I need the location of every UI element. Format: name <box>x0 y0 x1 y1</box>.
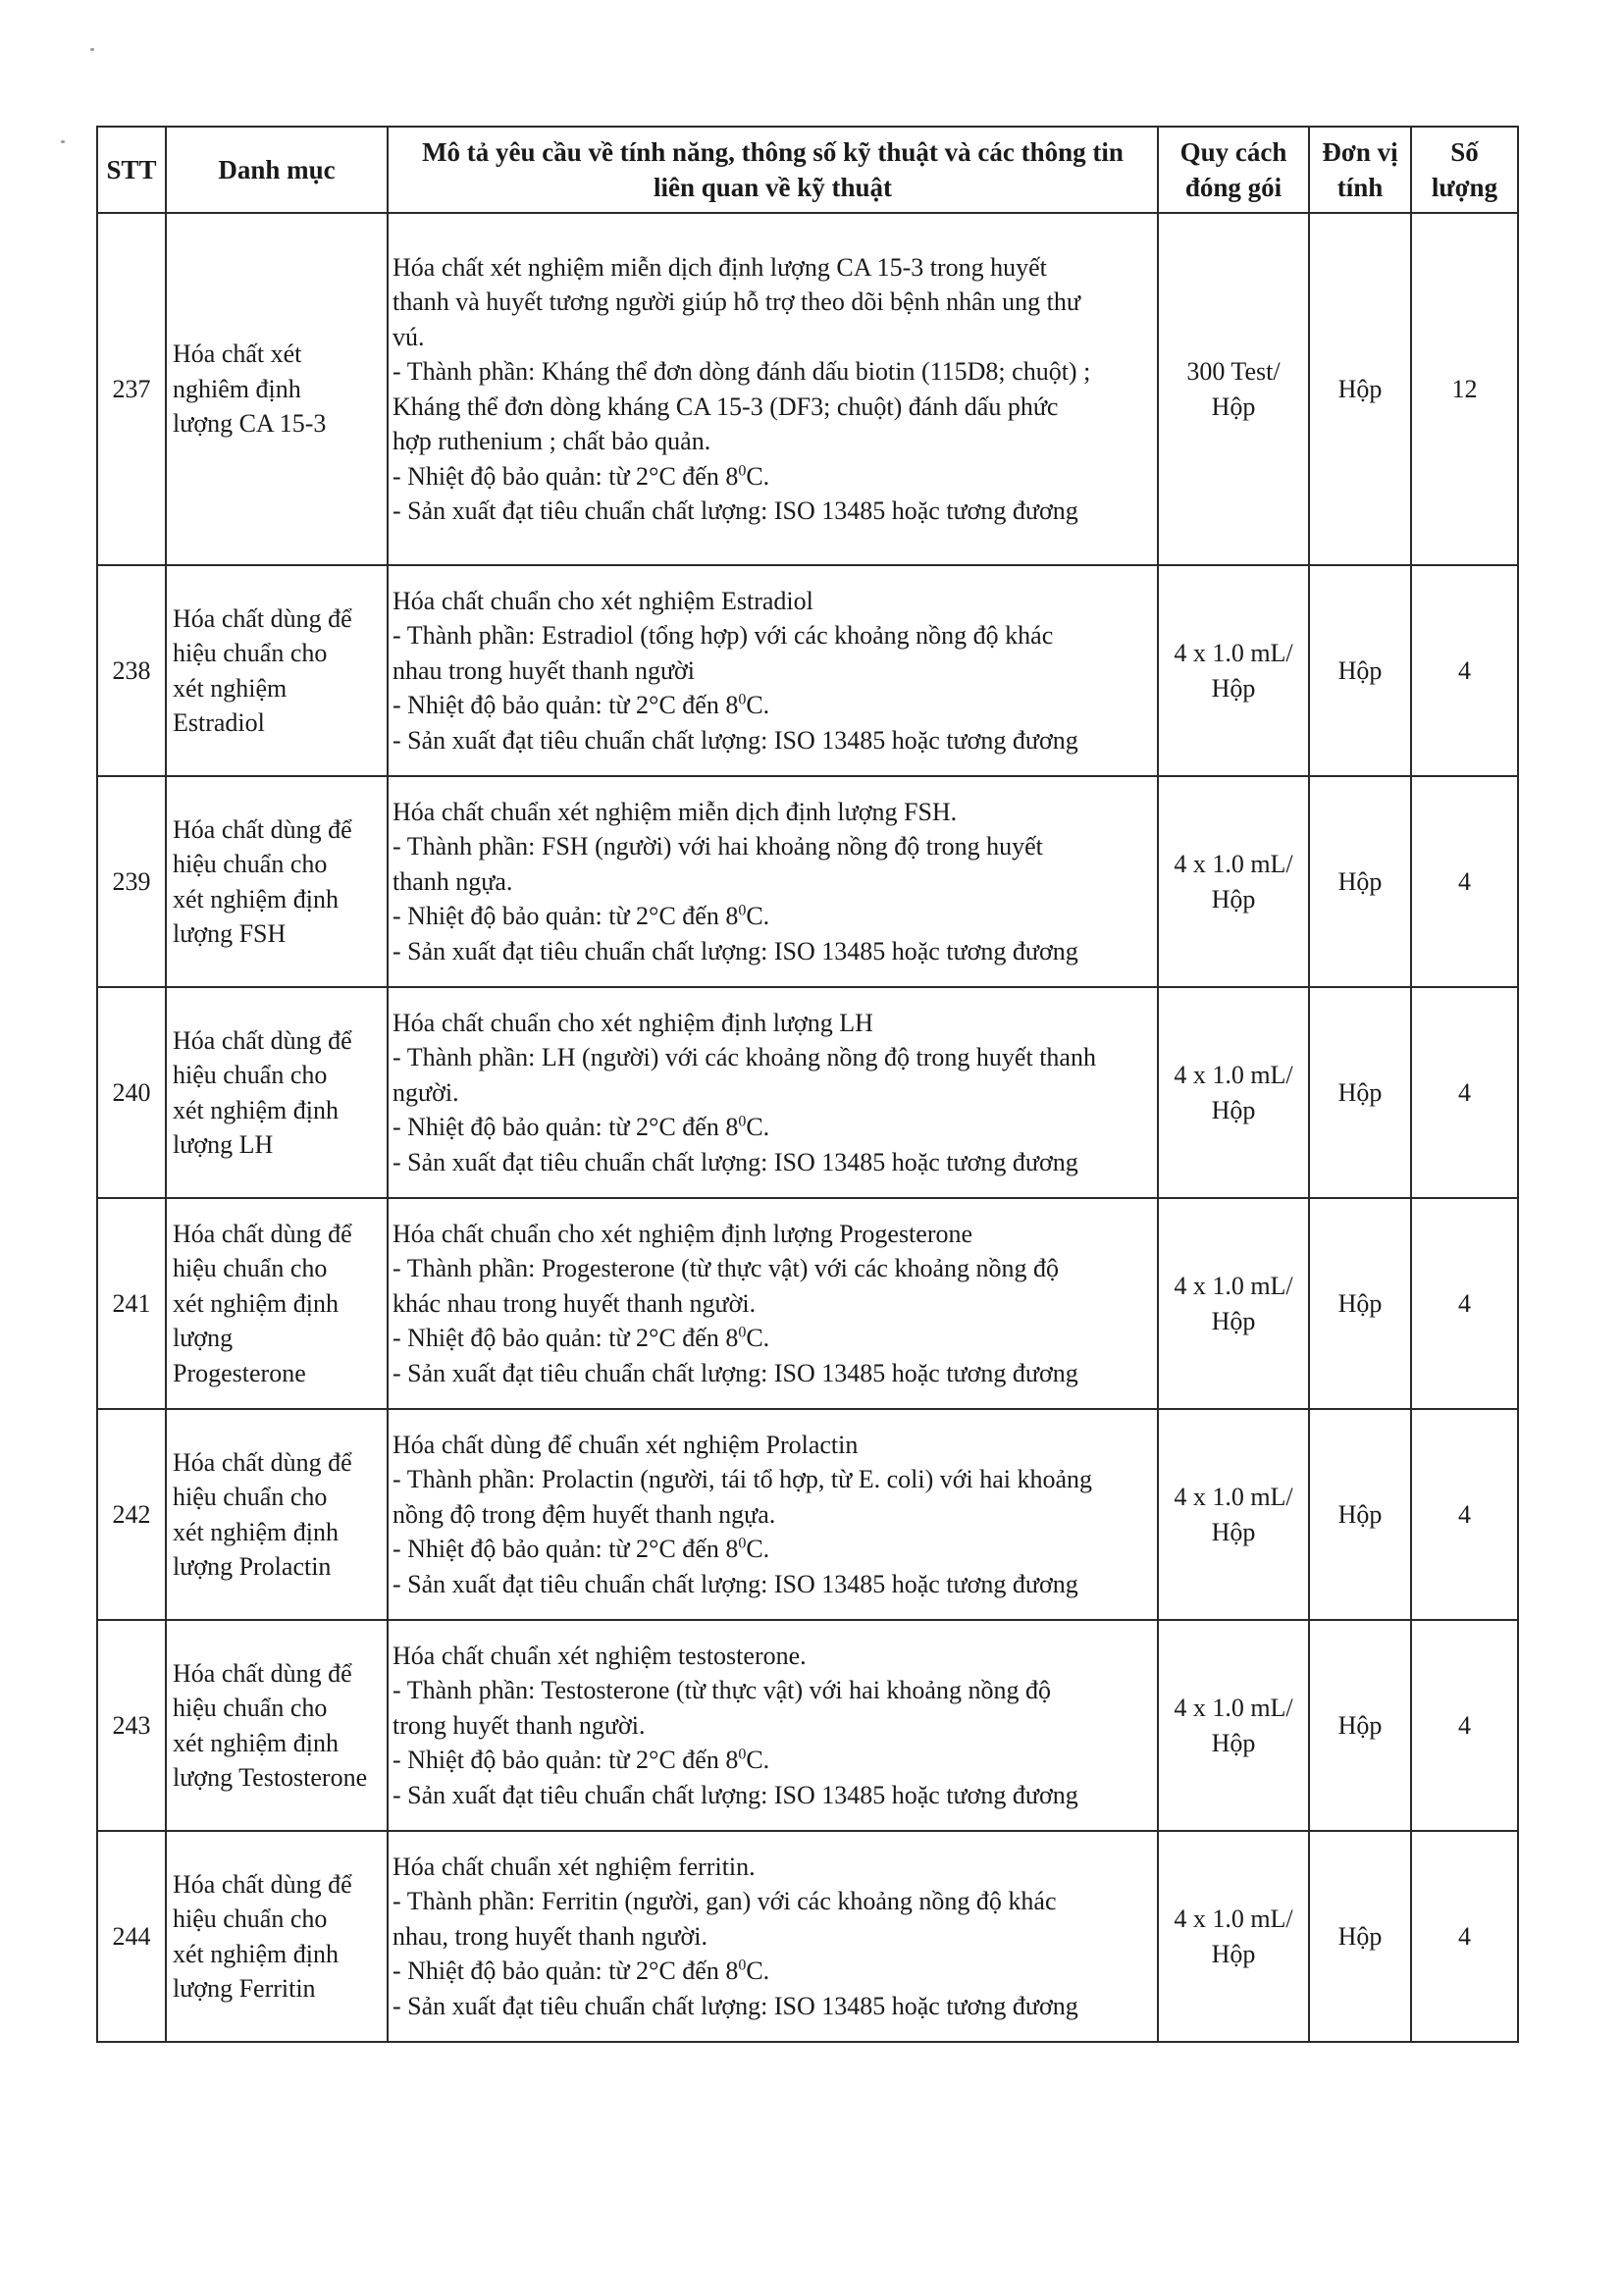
scan-mark <box>90 48 94 51</box>
text-line: Hóa chất dùng để <box>173 603 352 633</box>
unit-suffix: C. <box>746 902 770 931</box>
unit: Hộp <box>1309 1409 1411 1620</box>
text-line: hiệu chuẩn cho <box>173 639 328 667</box>
text-line: vú. <box>393 322 425 351</box>
scan-mark <box>61 140 65 143</box>
text-line: hiệu chuẩn cho <box>173 1483 328 1511</box>
text-line: xét nghiệm định <box>173 1095 339 1124</box>
text-line: - Thành phần: LH (người) với các khoảng nồng độ trong huyết thanh <box>393 1043 1096 1072</box>
row-number: 244 <box>97 1831 166 2042</box>
item-description <box>388 987 1158 1198</box>
text-line: thanh và huyết tương người giúp hỗ trợ theo dõi bệnh nhân ung thư <box>393 287 1080 316</box>
text-line: nghiêm định <box>173 374 301 403</box>
quantity: 4 <box>1411 776 1518 987</box>
text-line: Hóa chất chuẩn cho xét nghiệm định lượng Progesterone <box>393 1219 973 1248</box>
text-line: xét nghiệm <box>173 673 288 703</box>
item-category <box>166 213 388 565</box>
text-line: lượng Testosterone <box>173 1763 368 1792</box>
item-category <box>166 1409 388 1620</box>
packaging <box>1158 565 1309 776</box>
table-row <box>97 1409 1518 1620</box>
text-line: Hóa chất chuẩn cho xét nghiệm định lượng LH <box>393 1008 873 1037</box>
text-line: - Thành phần: Testosterone (từ thực vật) với hai khoảng nồng độ <box>393 1676 1051 1705</box>
text-line: - Thành phần: Ferritin (người, gan) với các khoảng nồng độ khác <box>393 1887 1057 1916</box>
superscript: 0 <box>738 461 747 479</box>
text-line: lượng Prolactin <box>173 1552 332 1581</box>
text-line: - Thành phần: FSH (người) với hai khoảng nồng độ trong huyết <box>393 832 1043 861</box>
text-line: hiệu chuẩn cho <box>173 1061 328 1089</box>
text-line: - Sản xuất đạt tiêu chuẩn chất lượng: ISO 13485 hoặc tương đương <box>393 1358 1078 1387</box>
text-line: lượng FSH <box>173 919 287 948</box>
text-line: Hóa chất dùng để <box>173 1658 352 1688</box>
header-stt: STT <box>97 127 166 213</box>
unit: Hộp <box>1309 565 1411 776</box>
text-line: hợp ruthenium ; chất bảo quản. <box>393 427 711 455</box>
header-description: Mô tả yêu cầu về tính năng, thông số kỹ thuật và các thông tin liên quan về kỹ thuật <box>388 127 1158 213</box>
text-line: lượng CA 15-3 <box>173 409 327 439</box>
row-number: 243 <box>97 1620 166 1831</box>
packaging <box>1158 1831 1309 2042</box>
quantity: 4 <box>1411 1198 1518 1409</box>
text-line: lượng <box>173 1324 234 1353</box>
item-category <box>166 565 388 776</box>
text-line: Hóa chất dùng để <box>173 1219 352 1248</box>
text-line: xét nghiệm định <box>173 884 339 913</box>
superscript: 0 <box>738 1113 747 1130</box>
quantity: 4 <box>1411 565 1518 776</box>
unit-suffix: C. <box>746 1535 770 1564</box>
unit-suffix: C. <box>746 461 770 491</box>
text-line: Hóa chất xét <box>173 339 302 369</box>
text-line: - Nhiệt độ bảo quản: từ 2°C đến $8^0C$. <box>393 902 770 931</box>
text-line: - Sản xuất đạt tiêu chuẩn chất lượng: ISO 13485 hoặc tương đương <box>393 1991 1078 2020</box>
text-line: Hóa chất dùng để <box>173 1869 352 1899</box>
unit: Hộp <box>1309 987 1411 1198</box>
text-line: Hóa chất xét nghiệm miễn dịch định lượng CA 15-3 trong huyết <box>393 252 1047 282</box>
header-packaging: Quy cách đóng gói <box>1158 127 1309 213</box>
text-line: - Sản xuất đạt tiêu chuẩn chất lượng: ISO 13485 hoặc tương đương <box>393 1569 1078 1598</box>
quantity: 4 <box>1411 1409 1518 1620</box>
specification-table <box>96 126 1519 2043</box>
text-line: Hộp <box>1211 1517 1256 1546</box>
text-line: 4 x 1.0 mL/ <box>1174 639 1293 667</box>
text-line: 4 x 1.0 mL/ <box>1174 1061 1293 1089</box>
text-line: Hóa chất chuẩn cho xét nghiệm Estradiol <box>393 586 813 615</box>
unit: Hộp <box>1309 1198 1411 1409</box>
text-line: xét nghiệm định <box>173 1288 339 1318</box>
text-line: lượng Ferritin <box>173 1974 316 2003</box>
item-category <box>166 1620 388 1831</box>
text-line: - Nhiệt độ bảo quản: từ 2°C đến $8^0C$. <box>393 1957 770 1986</box>
text-line: Hóa chất chuẩn xét nghiệm miễn dịch định lượng FSH. <box>393 797 958 826</box>
text-line: 4 x 1.0 mL/ <box>1174 1272 1293 1300</box>
text-line: Hóa chất chuẩn xét nghiệm testosterone. <box>393 1641 807 1670</box>
text-line: khác nhau trong huyết thanh người. <box>393 1288 757 1318</box>
unit: Hộp <box>1309 1620 1411 1831</box>
text-line: Hộp <box>1211 884 1256 913</box>
table-row <box>97 987 1518 1198</box>
text-line: - Sản xuất đạt tiêu chuẩn chất lượng: ISO 13485 hoặc tương đương <box>393 1780 1078 1809</box>
superscript: 0 <box>738 1324 747 1341</box>
unit: Hộp <box>1309 776 1411 987</box>
text-line: - Sản xuất đạt tiêu chuẩn chất lượng: ISO 13485 hoặc tương đương <box>393 725 1078 755</box>
table-row <box>97 213 1518 565</box>
packaging <box>1158 1409 1309 1620</box>
text-line: 4 x 1.0 mL/ <box>1174 1905 1293 1933</box>
row-number: 237 <box>97 213 166 565</box>
text-line: người. <box>393 1077 459 1107</box>
text-line: Hóa chất dùng để <box>173 814 352 844</box>
text-line: Hóa chất dùng để <box>173 1447 352 1477</box>
text-line: hiệu chuẩn cho <box>173 1694 328 1722</box>
text-line: Hộp <box>1211 1095 1256 1124</box>
superscript: 0 <box>738 902 747 919</box>
unit: Hộp <box>1309 1831 1411 2042</box>
text-line: - Nhiệt độ bảo quản: từ 2°C đến $8^0C$. <box>393 691 770 720</box>
text-line: hiệu chuẩn cho <box>173 1254 328 1283</box>
text-line: Hộp <box>1211 673 1256 703</box>
text-line: Hộp <box>1211 1306 1256 1335</box>
item-category <box>166 1198 388 1409</box>
table-body <box>97 213 1518 2042</box>
row-number: 240 <box>97 987 166 1198</box>
quantity: 12 <box>1411 213 1518 565</box>
text-line: Hóa chất dùng để <box>173 1025 352 1055</box>
item-description <box>388 776 1158 987</box>
text-line: xét nghiệm định <box>173 1728 339 1757</box>
superscript: 0 <box>738 1746 747 1763</box>
text-line: Kháng thể đơn dòng kháng CA 15-3 (DF3; chuột) đánh dấu phức <box>393 391 1059 421</box>
text-line: - Nhiệt độ bảo quản: từ 2°C đến $8^0C$. <box>393 1113 770 1142</box>
text-line: Hộp <box>1211 1728 1256 1757</box>
text-line: nồng độ trong đệm huyết thanh ngựa. <box>393 1499 776 1529</box>
text-line: 4 x 1.0 mL/ <box>1174 1483 1293 1511</box>
text-line: nhau, trong huyết thanh người. <box>393 1921 708 1951</box>
unit-suffix: C. <box>746 1113 770 1142</box>
unit: Hộp <box>1309 213 1411 565</box>
text-line: - Nhiệt độ bảo quản: từ 2°C đến $8^0C$. <box>393 1746 770 1775</box>
text-line: - Sản xuất đạt tiêu chuẩn chất lượng: ISO 13485 hoặc tương đương <box>393 1147 1078 1176</box>
table-row <box>97 1831 1518 2042</box>
text-line: xét nghiệm định <box>173 1517 339 1546</box>
item-description <box>388 1831 1158 2042</box>
text-line: 300 Test/ <box>1186 357 1281 386</box>
text-line: - Nhiệt độ bảo quản: từ 2°C đến $8^0C$. <box>393 461 770 491</box>
header-unit: Đơn vị tính <box>1309 127 1411 213</box>
item-category <box>166 1831 388 2042</box>
item-description <box>388 213 1158 565</box>
table-row <box>97 1198 1518 1409</box>
text-line: 4 x 1.0 mL/ <box>1174 1694 1293 1722</box>
text-line: - Sản xuất đạt tiêu chuẩn chất lượng: ISO 13485 hoặc tương đương <box>393 496 1078 525</box>
packaging <box>1158 987 1309 1198</box>
packaging <box>1158 776 1309 987</box>
unit-suffix: C. <box>746 1746 770 1775</box>
item-category <box>166 776 388 987</box>
table-row <box>97 1620 1518 1831</box>
superscript: 0 <box>738 1957 747 1974</box>
text-line: - Thành phần: Prolactin (người, tái tổ hợp, từ E. coli) với hai khoảng <box>393 1465 1093 1494</box>
text-line: thanh ngựa. <box>393 866 513 896</box>
text-line: hiệu chuẩn cho <box>173 850 328 878</box>
packaging <box>1158 213 1309 565</box>
text-line: Hộp <box>1211 391 1256 421</box>
text-line: Hóa chất dùng để chuẩn xét nghiệm Prolactin <box>393 1430 859 1459</box>
text-line: - Nhiệt độ bảo quản: từ 2°C đến $8^0C$. <box>393 1535 770 1564</box>
row-number: 242 <box>97 1409 166 1620</box>
item-description <box>388 1620 1158 1831</box>
superscript: 0 <box>738 691 747 708</box>
item-description <box>388 1198 1158 1409</box>
unit-suffix: C. <box>746 1324 770 1353</box>
row-number: 241 <box>97 1198 166 1409</box>
text-line: Hóa chất chuẩn xét nghiệm ferritin. <box>393 1852 756 1881</box>
text-line: - Nhiệt độ bảo quản: từ 2°C đến $8^0C$. <box>393 1324 770 1353</box>
header-category: Danh mục <box>166 127 388 213</box>
text-line: hiệu chuẩn cho <box>173 1905 328 1933</box>
text-line: Estradiol <box>173 708 265 737</box>
table-row <box>97 565 1518 776</box>
table-header-row <box>97 127 1518 213</box>
text-line: xét nghiệm định <box>173 1939 339 1968</box>
header-quantity: Số lượng <box>1411 127 1518 213</box>
text-line: - Sản xuất đạt tiêu chuẩn chất lượng: ISO 13485 hoặc tương đương <box>393 936 1078 965</box>
item-category <box>166 987 388 1198</box>
row-number: 238 <box>97 565 166 776</box>
text-line: nhau trong huyết thanh người <box>393 655 696 685</box>
text-line: trong huyết thanh người. <box>393 1710 646 1740</box>
text-line: - Thành phần: Kháng thể đơn dòng đánh dấu biotin (115D8; chuột) ; <box>393 357 1091 386</box>
row-number: 239 <box>97 776 166 987</box>
item-description <box>388 1409 1158 1620</box>
text-line: - Thành phần: Estradiol (tổng hợp) với các khoảng nồng độ khác <box>393 621 1054 651</box>
packaging <box>1158 1198 1309 1409</box>
table-row <box>97 776 1518 987</box>
text-line: Hộp <box>1211 1939 1256 1968</box>
text-line: lượng LH <box>173 1130 274 1159</box>
superscript: 0 <box>738 1535 747 1552</box>
unit-suffix: C. <box>746 691 770 720</box>
text-line: - Thành phần: Progesterone (từ thực vật) với các khoảng nồng độ <box>393 1254 1059 1283</box>
packaging <box>1158 1620 1309 1831</box>
item-description <box>388 565 1158 776</box>
text-line: Progesterone <box>173 1358 306 1387</box>
quantity: 4 <box>1411 1831 1518 2042</box>
quantity: 4 <box>1411 1620 1518 1831</box>
text-line: 4 x 1.0 mL/ <box>1174 850 1293 878</box>
quantity: 4 <box>1411 987 1518 1198</box>
unit-suffix: C. <box>746 1957 770 1986</box>
